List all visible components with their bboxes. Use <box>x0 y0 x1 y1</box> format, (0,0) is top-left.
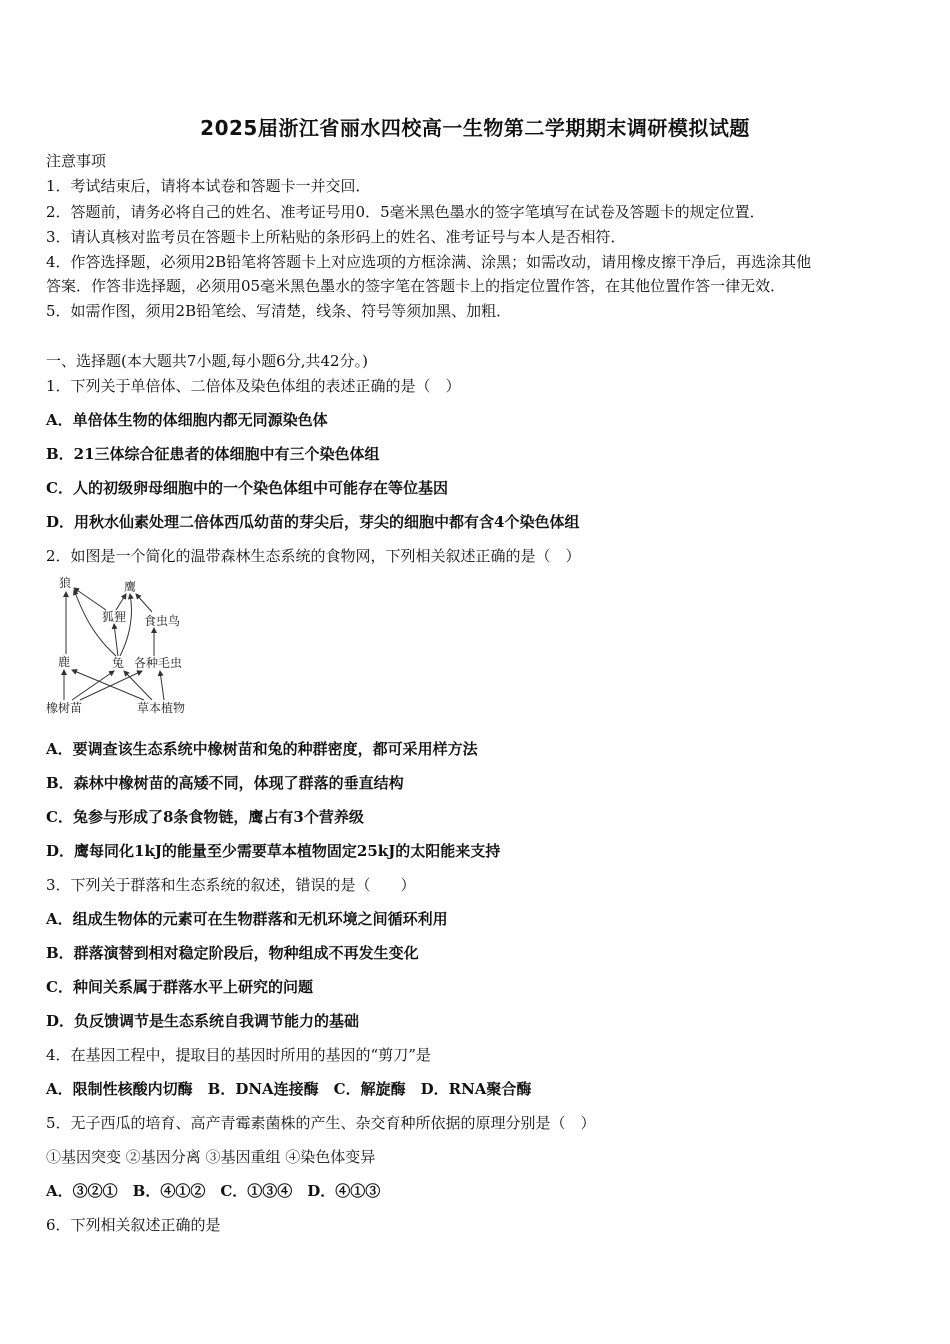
link-grass-deer <box>72 670 144 700</box>
question-1-option-a: A．单倍体生物的体细胞内都无同源染色体 <box>46 411 328 429</box>
page-title: 2025届浙江省丽水四校高一生物第二学期期末调研模拟试题 <box>200 116 750 140</box>
notice-item: 3．请认真核对监考员在答题卡上所粘贴的条形码上的姓名、准考证号与本人是否相符． <box>46 228 626 246</box>
link-fox-wolf <box>74 588 106 610</box>
node-grass: 草本植物 <box>137 701 186 715</box>
notice-heading: 注意事项 <box>46 152 107 170</box>
question-6-stem: 6．下列相关叙述正确的是 <box>46 1216 221 1234</box>
link-grass-caterpillar <box>160 671 164 700</box>
question-5-items: ①基因突变 ②基因分离 ③基因重组 ④染色体变异 <box>46 1148 376 1166</box>
link-bird-eagle <box>136 594 152 612</box>
node-wolf: 狼 <box>59 576 72 590</box>
section-heading: 一、选择题(本大题共7小题,每小题6分,共42分。) <box>46 352 368 370</box>
question-2-stem: 2．如图是一个简化的温带森林生态系统的食物网，下列相关叙述正确的是（ ） <box>46 547 581 565</box>
question-1-option-d: D．用秋水仙素处理二倍体西瓜幼苗的芽尖后，芽尖的细胞中都有含4个染色体组 <box>46 513 580 531</box>
question-3-option-d: D．负反馈调节是生态系统自我调节能力的基础 <box>46 1012 360 1030</box>
question-1-stem: 1．下列关于单倍体、二倍体及染色体组的表述正确的是（ ） <box>46 377 461 395</box>
notice-item: 5．如需作图，须用2B铅笔绘、写清楚，线条、符号等须加黑、加粗． <box>46 302 512 320</box>
node-oak: 橡树苗 <box>46 701 83 715</box>
question-2-option-d: D．鹰每同化1kJ的能量至少需要草本植物固定25kJ的太阳能来支持 <box>46 842 501 860</box>
food-web-diagram <box>44 576 204 720</box>
node-fox: 狐狸 <box>102 610 127 624</box>
question-1-option-c: C．人的初级卵母细胞中的一个染色体组中可能存在等位基因 <box>46 479 448 497</box>
question-3-stem: 3．下列关于群落和生态系统的叙述，错误的是（ ） <box>46 876 416 894</box>
question-3-option-c: C．种间关系属于群落水平上研究的问题 <box>46 978 313 996</box>
notice-item: 2．答题前，请务必将自己的姓名、准考证号用0．5毫米黑色墨水的签字笔填写在试卷及答题卡的规定位置． <box>46 203 765 221</box>
question-2-option-a: A．要调查该生态系统中橡树苗和兔的种群密度，都可采用样方法 <box>46 740 478 758</box>
notice-item: 4．作答选择题，必须用2B铅笔将答题卡上对应选项的方框涂满、涂黑；如需改动，请用橡皮擦干净后，再选涂其他 <box>46 253 812 271</box>
node-bird: 食虫鸟 <box>144 614 181 628</box>
link-rabbit-fox <box>114 624 118 656</box>
node-rabbit: 兔 <box>112 656 125 670</box>
link-rabbit-eagle <box>120 594 132 656</box>
question-3-option-a: A．组成生物体的元素可在生物群落和无机环境之间循环利用 <box>46 910 448 928</box>
question-4-stem: 4．在基因工程中，提取目的基因时所用的基因的“剪刀”是 <box>46 1046 431 1064</box>
notice-item: 1．考试结束后，请将本试卷和答题卡一并交回． <box>46 177 371 195</box>
notice-item: 答案．作答非选择题，必须用05毫米黑色墨水的签字笔在答题卡上的指定位置作答，在其他位置作答一律无效． <box>46 277 786 295</box>
node-eagle: 鹰 <box>124 580 137 594</box>
question-3-option-b: B．群落演替到相对稳定阶段后，物种组成不再发生变化 <box>46 944 419 962</box>
question-1-option-b: B．21三体综合征患者的体细胞中有三个染色体组 <box>46 445 380 463</box>
node-caterpillar: 各种毛虫 <box>134 656 183 670</box>
link-oak-rabbit <box>72 671 114 700</box>
link-fox-eagle <box>116 594 126 610</box>
question-4-options: A．限制性核酸内切酶 B．DNA连接酶 C．解旋酶 D．RNA聚合酶 <box>46 1080 532 1098</box>
node-deer: 鹿 <box>58 655 71 669</box>
question-5-options: A．③②① B．④①② C．①③④ D．④①③ <box>46 1182 381 1200</box>
question-5-stem: 5．无子西瓜的培育、高产青霉素菌株的产生、杂交育种所依据的原理分别是（ ） <box>46 1114 596 1132</box>
link-grass-rabbit <box>124 671 152 700</box>
question-2-option-b: B．森林中橡树苗的高矮不同，体现了群落的垂直结构 <box>46 774 404 792</box>
question-2-option-c: C．兔参与形成了8条食物链，鹰占有3个营养级 <box>46 808 364 826</box>
